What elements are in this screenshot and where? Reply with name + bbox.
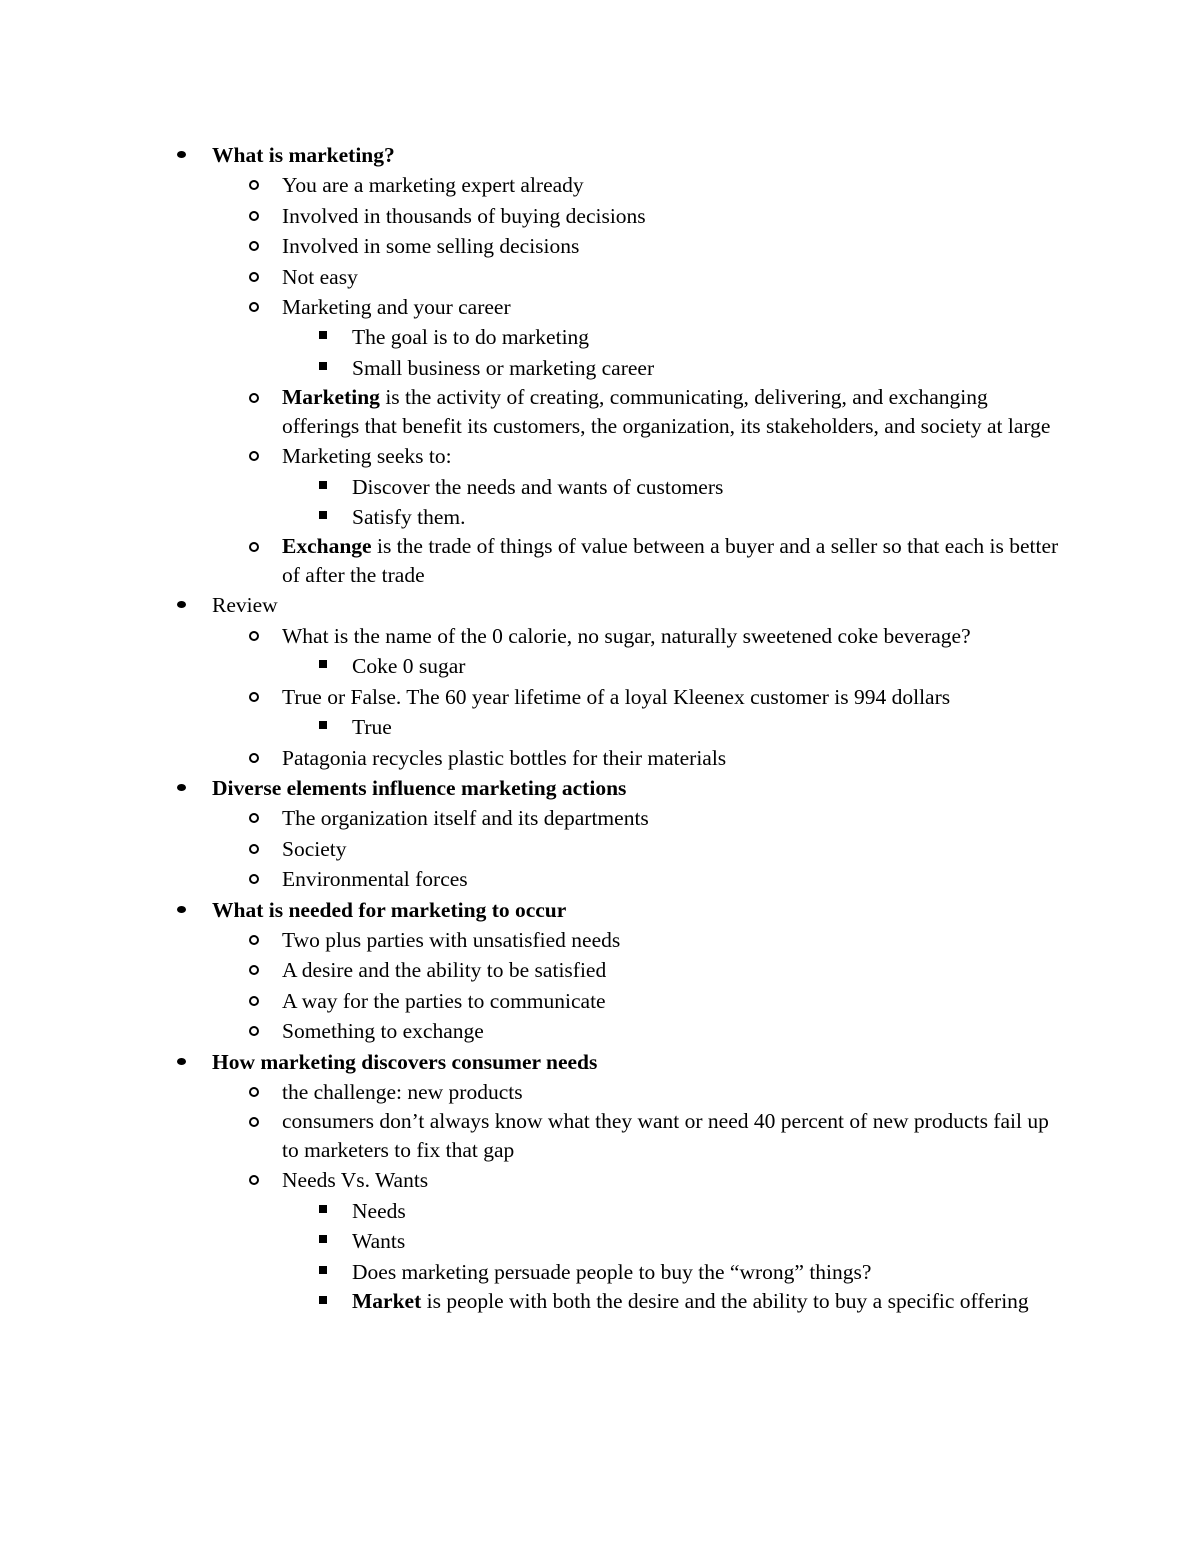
list-item-text: Discover the needs and wants of customers xyxy=(352,474,724,499)
list-item-text: A desire and the ability to be satisfied xyxy=(282,958,607,983)
circle-bullet-icon xyxy=(249,935,259,945)
circle-bullet-icon xyxy=(249,813,259,823)
list-item xyxy=(160,743,1060,773)
list-item-text: The organization itself and its departments xyxy=(282,806,649,831)
list-item-text: Patagonia recycles plastic bottles for their materials xyxy=(282,745,727,770)
circle-bullet-icon xyxy=(249,965,259,975)
bullet-icon xyxy=(177,151,186,158)
list-item xyxy=(160,1196,1060,1226)
list-item xyxy=(160,140,1060,170)
circle-bullet-icon xyxy=(249,692,259,702)
circle-bullet-icon xyxy=(249,1026,259,1036)
list-item-text: Two plus parties with unsatisfied needs xyxy=(282,927,621,952)
list-item xyxy=(160,864,1060,894)
list-item xyxy=(160,322,1060,352)
bullet-icon xyxy=(177,906,186,913)
section-heading: How marketing discovers consumer needs xyxy=(212,1049,598,1074)
list-item xyxy=(160,712,1060,742)
list-item-text: Something to exchange xyxy=(282,1019,484,1044)
list-item xyxy=(160,502,1060,532)
list-item xyxy=(160,1016,1060,1046)
square-bullet-icon xyxy=(319,1266,327,1274)
list-item xyxy=(160,986,1060,1016)
list-item xyxy=(160,472,1060,502)
list-item xyxy=(160,383,1060,441)
list-item-text: Satisfy them. xyxy=(352,505,466,530)
list-item xyxy=(160,1047,1060,1077)
circle-bullet-icon xyxy=(249,1087,259,1097)
section-heading: Review xyxy=(212,593,278,618)
list-item-text: the challenge: new products xyxy=(282,1079,523,1104)
list-item xyxy=(160,773,1060,803)
list-item-text: Environmental forces xyxy=(282,867,468,892)
circle-bullet-icon xyxy=(249,631,259,641)
square-bullet-icon xyxy=(319,721,327,729)
list-item-text: Small business or marketing career xyxy=(352,355,655,380)
definition-text: is people with both the desire and the ability to buy a specific offering xyxy=(421,1289,1029,1313)
list-item-text: Needs xyxy=(352,1198,406,1223)
list-item xyxy=(160,621,1060,651)
definition-term: Market xyxy=(352,1289,422,1313)
circle-bullet-icon xyxy=(249,1117,259,1127)
circle-bullet-icon xyxy=(249,211,259,221)
list-item-text: What is the name of the 0 calorie, no sugar, naturally sweetened coke beverage? xyxy=(282,623,971,648)
square-bullet-icon xyxy=(319,511,327,519)
bullet-icon xyxy=(177,601,186,608)
list-item-text: You are a marketing expert already xyxy=(282,173,584,198)
definition-term: Exchange xyxy=(282,534,372,559)
list-item xyxy=(160,682,1060,712)
list-item-text: consumers don’t always know what they want or need 40 percent of new products fail up to marketers to fix that gap xyxy=(282,1109,1049,1163)
section-heading: Diverse elements influence marketing actions xyxy=(212,775,627,800)
list-item xyxy=(160,1165,1060,1195)
list-item-text: True or False. The 60 year lifetime of a loyal Kleenex customer is 994 dollars xyxy=(282,684,951,709)
square-bullet-icon xyxy=(319,1205,327,1213)
list-item xyxy=(160,1287,1060,1316)
list-item xyxy=(160,170,1060,200)
list-item-text: A way for the parties to communicate xyxy=(282,988,606,1013)
notes-outline xyxy=(160,140,1060,1316)
list-item-text: True xyxy=(352,715,392,740)
square-bullet-icon xyxy=(319,1235,327,1243)
list-item xyxy=(160,1257,1060,1287)
square-bullet-icon xyxy=(319,660,327,668)
list-item-text: Marketing and your career xyxy=(282,295,511,320)
square-bullet-icon xyxy=(319,362,327,370)
circle-bullet-icon xyxy=(249,180,259,190)
circle-bullet-icon xyxy=(249,996,259,1006)
list-item-text: Needs Vs. Wants xyxy=(282,1168,429,1193)
section-heading: What is needed for marketing to occur xyxy=(212,897,567,922)
circle-bullet-icon xyxy=(249,844,259,854)
list-item xyxy=(160,532,1060,590)
list-item xyxy=(160,1107,1060,1165)
bullet-icon xyxy=(177,784,186,791)
list-item-text: Does marketing persuade people to buy the “wrong” things? xyxy=(352,1259,872,1284)
square-bullet-icon xyxy=(319,1296,327,1304)
list-item xyxy=(160,955,1060,985)
section-heading: What is marketing? xyxy=(212,143,395,167)
circle-bullet-icon xyxy=(249,1175,259,1185)
definition-text: is the activity of creating, communicating, delivering, and exchanging offerings that benefit its customers, the organization, its stakeholders, and society at large xyxy=(282,385,1051,439)
list-item-text: Coke 0 sugar xyxy=(352,654,466,679)
list-item xyxy=(160,895,1060,925)
list-item xyxy=(160,925,1060,955)
list-item-text: The goal is to do marketing xyxy=(352,325,590,350)
list-item-text: Not easy xyxy=(282,264,358,289)
circle-bullet-icon xyxy=(249,451,259,461)
list-item xyxy=(160,292,1060,322)
list-item-text: Involved in thousands of buying decisions xyxy=(282,203,646,228)
list-item xyxy=(160,262,1060,292)
list-item-text: Society xyxy=(282,836,347,861)
list-item xyxy=(160,1077,1060,1107)
list-item xyxy=(160,353,1060,383)
list-item xyxy=(160,441,1060,471)
circle-bullet-icon xyxy=(249,542,259,552)
circle-bullet-icon xyxy=(249,753,259,763)
circle-bullet-icon xyxy=(249,393,259,403)
circle-bullet-icon xyxy=(249,272,259,282)
bullet-icon xyxy=(177,1058,186,1065)
list-item xyxy=(160,651,1060,681)
list-item-text: Involved in some selling decisions xyxy=(282,234,580,259)
list-item-text: Wants xyxy=(352,1229,406,1254)
list-item xyxy=(160,231,1060,261)
list-item xyxy=(160,803,1060,833)
list-item xyxy=(160,1226,1060,1256)
square-bullet-icon xyxy=(319,331,327,339)
circle-bullet-icon xyxy=(249,302,259,312)
circle-bullet-icon xyxy=(249,874,259,884)
list-item xyxy=(160,590,1060,620)
list-item-text: Marketing seeks to: xyxy=(282,444,452,469)
circle-bullet-icon xyxy=(249,241,259,251)
list-item xyxy=(160,834,1060,864)
square-bullet-icon xyxy=(319,481,327,489)
definition-term: Marketing xyxy=(282,385,380,410)
list-item xyxy=(160,201,1060,231)
definition-text: is the trade of things of value between a buyer and a seller so that each is better of after the trade xyxy=(282,534,1059,588)
